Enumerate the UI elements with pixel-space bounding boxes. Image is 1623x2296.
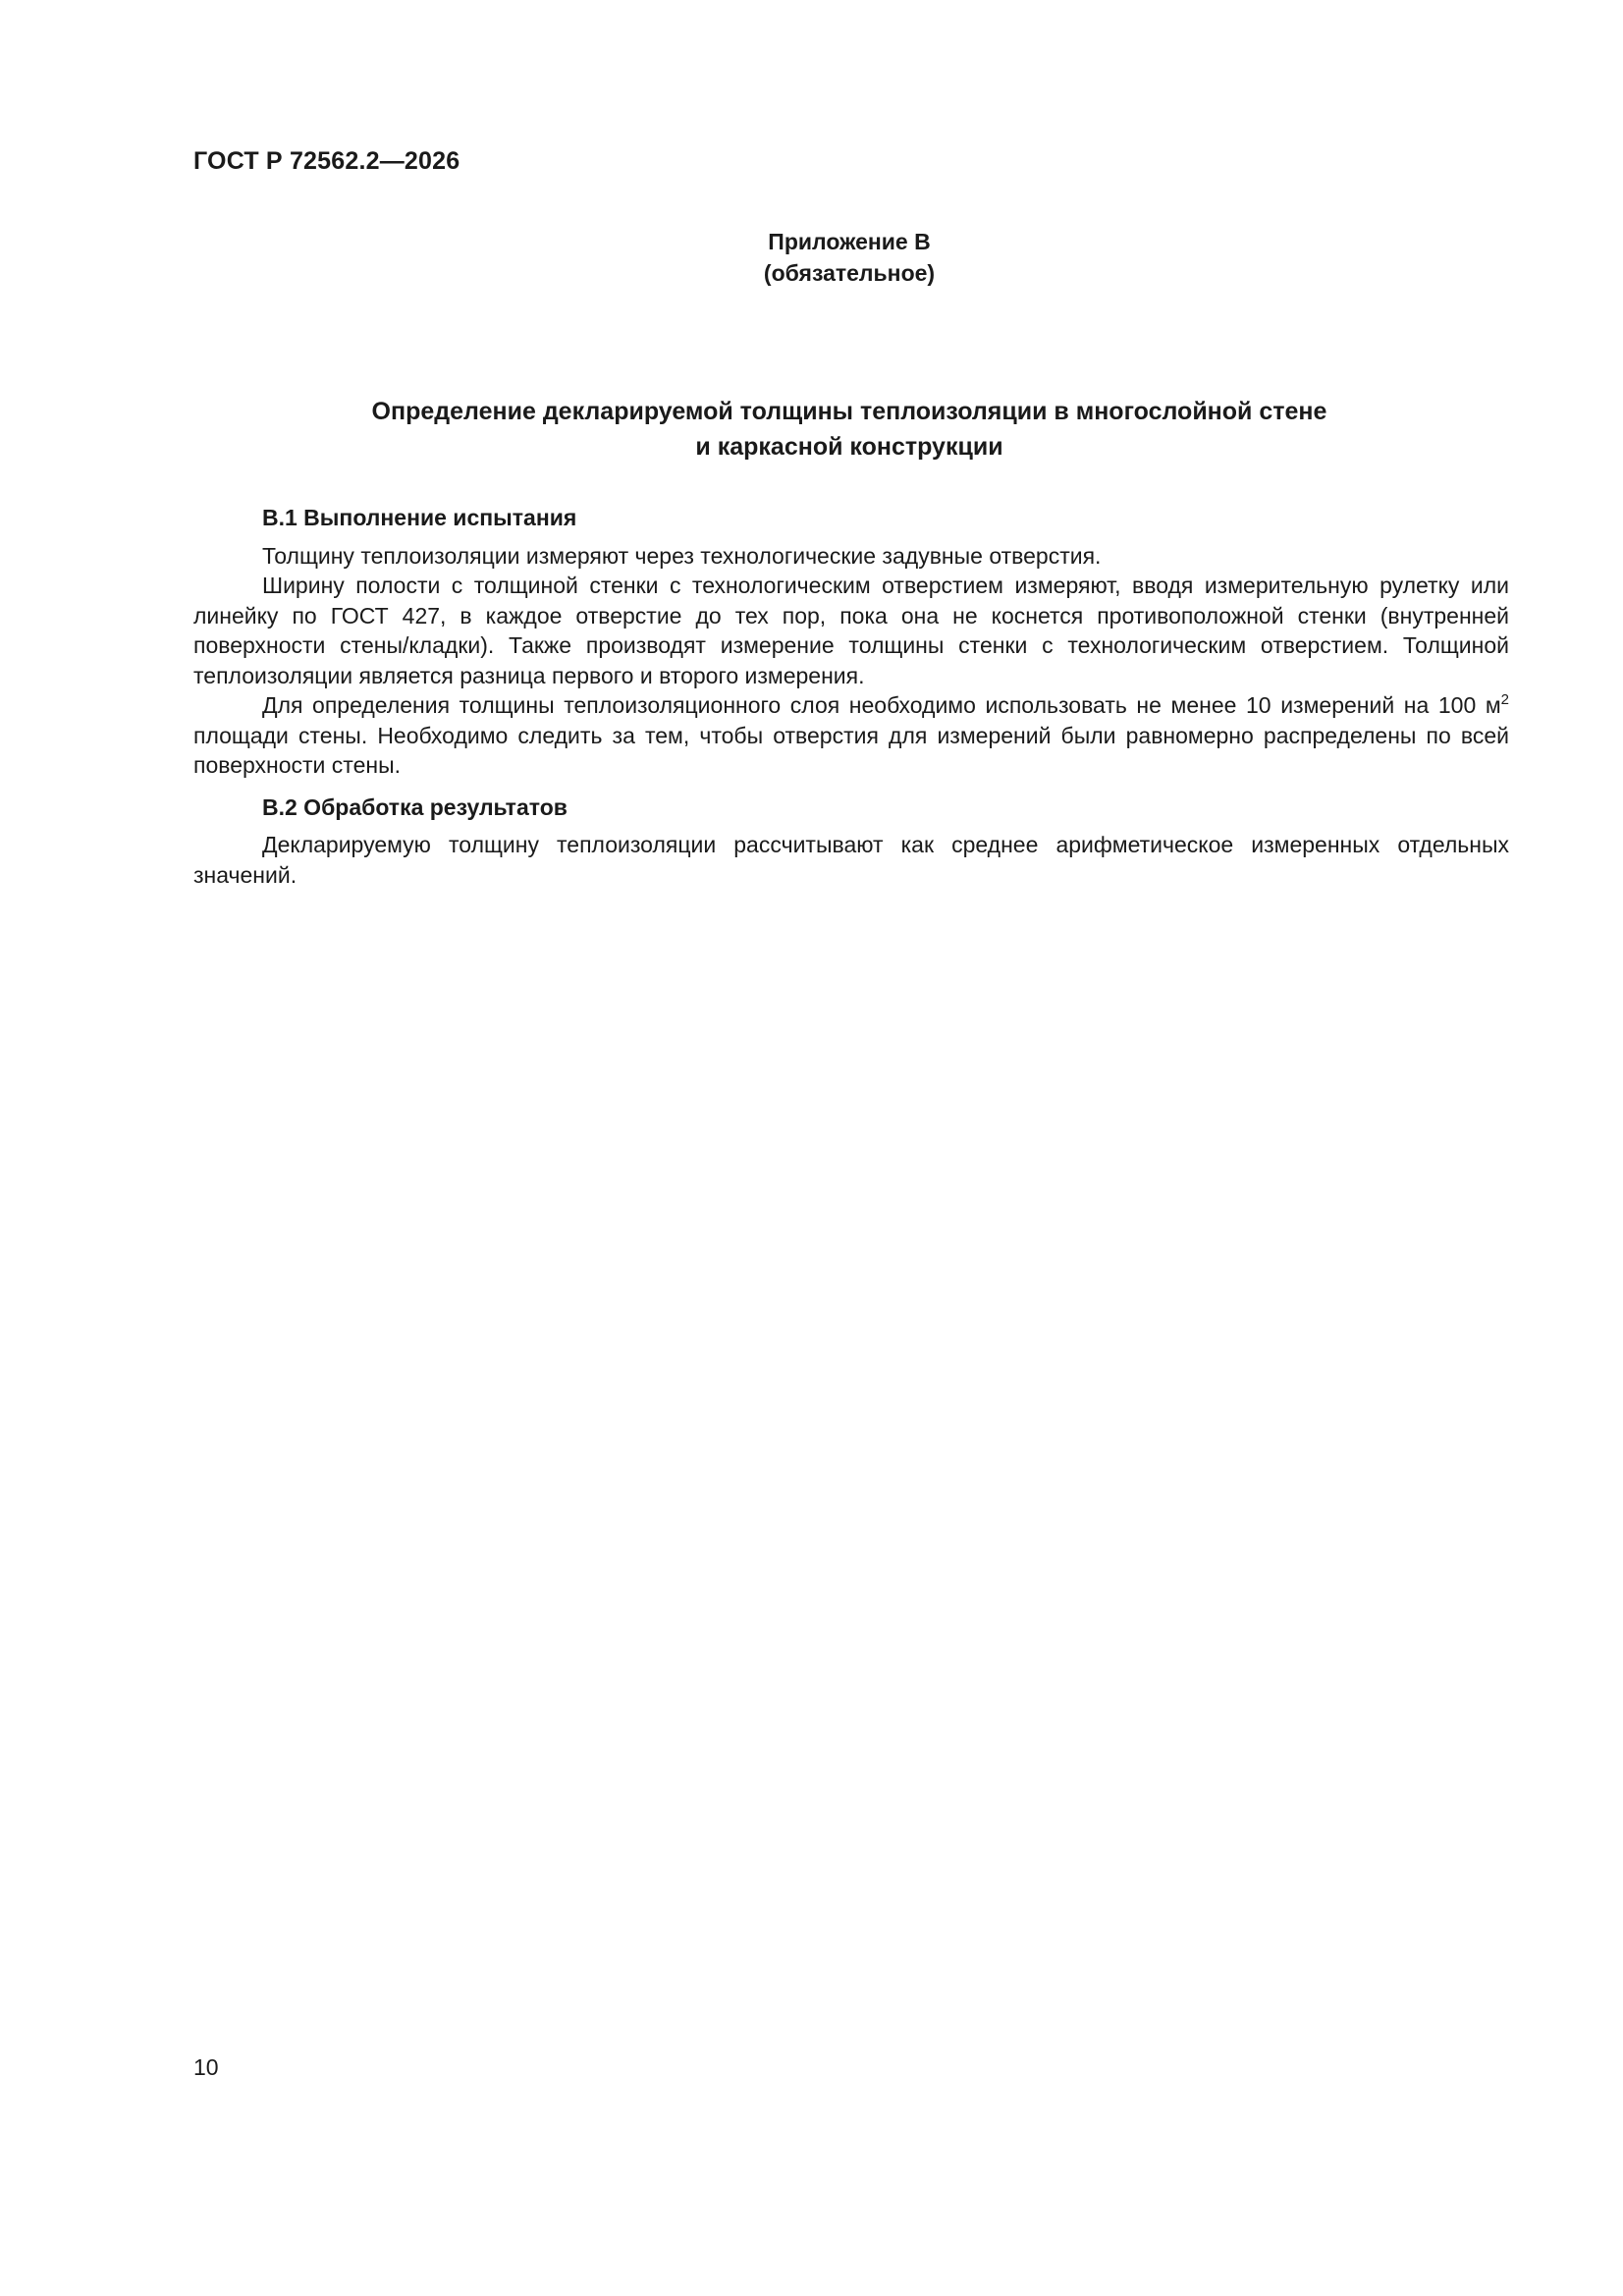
annex-label-block [0,226,1623,289]
page-number: 10 [193,2054,219,2080]
annex-body [193,503,1509,890]
section-b2-heading: В.2 Обработка результатов [262,793,568,820]
section-b1-paragraph-2: Ширину полости с толщиной стенки с технологическим отверстием измеряют, вводя измерительную рулетку или линейку по ГОСТ 427, в каждое отверстие до тех пор, пока она не коснется противоположной стенки (внутренней поверхности стены/кладки). Также производят измерение толщины стенки с технологическим отверстием. Толщиной теплоизоляции является разница первого и второго измерения. [193,573,1509,688]
superscript-2: 2 [1500,691,1509,708]
section-b2 [193,793,1509,891]
annex-title-line-2: и каркасной конструкции [695,433,1003,461]
annex-title-line-1: Определение декларируемой толщины теплоизоляции в многослойной стене [371,398,1327,425]
section-b1-paragraph-3 [193,690,1509,781]
annex-title [0,394,1623,465]
document-code-header: ГОСТ Р 72562.2—2026 [193,147,460,175]
section-b1-heading: В.1 Выполнение испытания [262,505,577,530]
section-b1-paragraph-3-text-a: Для определения толщины теплоизоляционного слоя необходимо использовать не менее 10 измерений на 100 м [262,692,1501,718]
annex-label: Приложение В [768,229,931,254]
section-b1 [193,503,1509,781]
section-b2-paragraph-1: Декларируемую толщину теплоизоляции рассчитывают как среднее арифметическое измеренных отдельных значений. [193,832,1509,888]
annex-status: (обязательное) [763,260,936,286]
section-b1-paragraph-3-text-b: площади стены. Необходимо следить за тем, чтобы отверстия для измерений были равномерно распределены по всей поверхности стены. [193,722,1509,778]
section-b1-paragraph-1: Толщину теплоизоляции измеряют через технологические задувные отверстия. [262,542,1102,569]
